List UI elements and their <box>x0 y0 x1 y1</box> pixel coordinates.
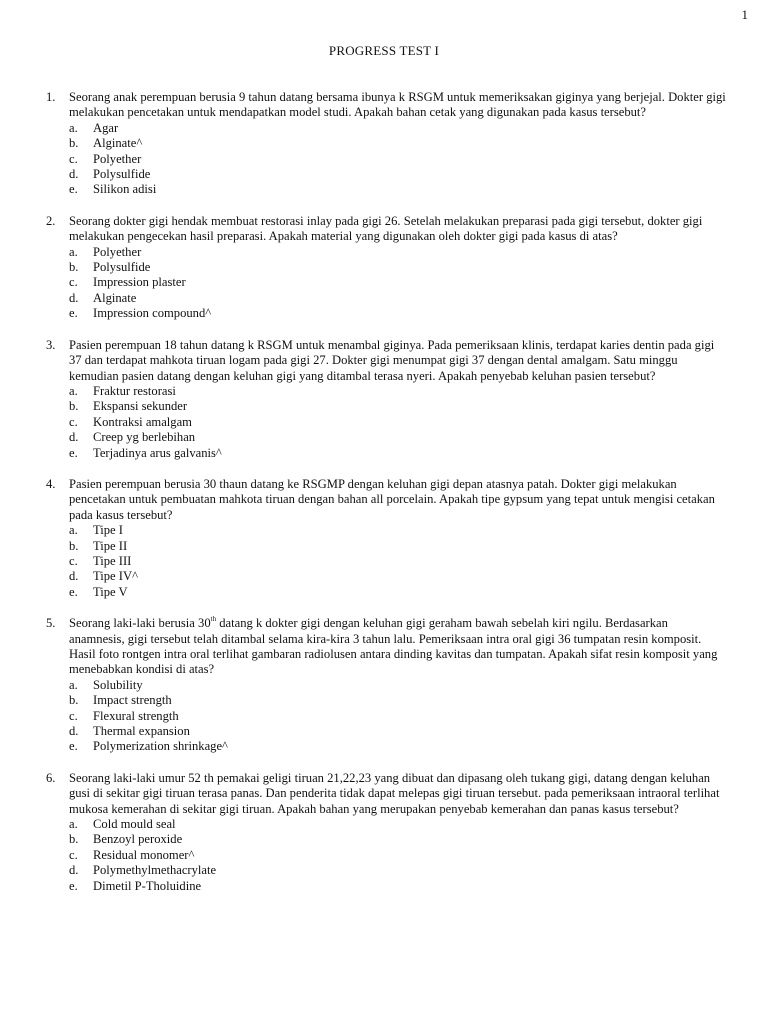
option-text: Polyether <box>93 244 142 259</box>
option-text: Kontraksi amalgam <box>93 414 192 429</box>
option-letter: b. <box>69 260 79 275</box>
option-letter: a. <box>69 523 78 538</box>
option-text: Cold mould seal <box>93 817 176 832</box>
question-1 <box>46 90 726 198</box>
question-text: Seorang anak perempuan berusia 9 tahun datang bersama ibunya k RSGM untuk memeriksakan giginya yang berjejal. Dokter gigi melakukan pencetakan untuk mendapatkan model studi. Apakah bahan cetak yang digunakan pada kasus tersebut? <box>69 90 726 120</box>
question-text: Seorang laki-laki umur 52 th pemakai geligi tiruan 21,22,23 yang dibuat dan dipasang oleh tukang gigi, datang dengan keluhan gusi di sekitar gigi tiruan terasa panas. Dan penderita tidak dapat melepas gigi tiruan tersebut. pada pemeriksaan intraoral terlihat mukosa kemerahan di sekitar gigi tiruan. Apakah bahan yang merupakan penyebab kemerahan dan panas kasus tersebut? <box>69 770 720 816</box>
option-text: Tipe IV^ <box>93 569 138 584</box>
option-list <box>69 817 726 894</box>
option-text: Impression plaster <box>93 275 186 290</box>
option-letter: a. <box>69 817 78 832</box>
option-letter: b. <box>69 832 79 847</box>
option-d <box>69 167 726 182</box>
option-text: Terjadinya arus galvanis^ <box>93 445 222 460</box>
page-title: PROGRESS TEST I <box>328 43 440 58</box>
option-text: Polyether <box>93 151 142 166</box>
option-e <box>69 739 726 754</box>
question-2 <box>46 214 726 322</box>
option-text: Tipe V <box>93 584 128 599</box>
option-list <box>69 121 726 198</box>
option-a <box>69 523 726 538</box>
question-number: 3. <box>46 337 56 352</box>
question-text: Pasien perempuan 18 tahun datang k RSGM untuk menambal giginya. Pada pemeriksaan klinis, terdapat karies dentin pada gigi 37 dan terdapat mahkota tiruan logam pada gigi 27. Dokter gigi menumpat gigi 37 dengan dental amalgam. Satu minggu kemudian pasien datang dengan keluhan gigi yang ditambal terasa nyeri. Apakah penyebab keluhan pasien tersebut? <box>69 337 715 383</box>
option-e <box>69 306 726 321</box>
option-letter: a. <box>69 383 78 398</box>
option-c <box>69 152 726 167</box>
option-a <box>69 384 726 399</box>
option-letter: e. <box>69 584 78 599</box>
option-letter: d. <box>69 290 79 305</box>
option-letter: e. <box>69 445 78 460</box>
option-text: Agar <box>93 120 119 135</box>
option-letter: a. <box>69 677 78 692</box>
option-b <box>69 260 726 275</box>
question-4 <box>46 477 726 600</box>
option-text: Thermal expansion <box>93 724 190 739</box>
question-6 <box>46 771 726 894</box>
option-letter: d. <box>69 724 79 739</box>
option-c <box>69 554 726 569</box>
option-letter: b. <box>69 538 79 553</box>
option-letter: e. <box>69 739 78 754</box>
option-a <box>69 121 726 136</box>
question-list <box>46 90 726 910</box>
question-number: 4. <box>46 476 56 491</box>
option-list <box>69 678 726 755</box>
option-text: Tipe II <box>93 538 128 553</box>
option-d <box>69 724 726 739</box>
option-letter: c. <box>69 414 78 429</box>
option-text: Polymethylmethacrylate <box>93 863 217 878</box>
option-text: Alginate^ <box>93 136 143 151</box>
option-b <box>69 539 726 554</box>
question-5 <box>46 616 726 755</box>
page-number: 1 <box>741 7 748 22</box>
option-list <box>69 523 726 600</box>
option-text: Polysulfide <box>93 260 151 275</box>
option-text: Ekspansi sekunder <box>93 399 188 414</box>
option-text: Polymerization shrinkage^ <box>93 739 228 754</box>
option-letter: a. <box>69 244 78 259</box>
option-text: Silikon adisi <box>93 182 157 197</box>
option-letter: c. <box>69 151 78 166</box>
option-text: Benzoyl peroxide <box>93 832 183 847</box>
question-number: 2. <box>46 213 56 228</box>
option-text: Polysulfide <box>93 167 151 182</box>
question-3 <box>46 338 726 461</box>
option-e <box>69 879 726 894</box>
question-text-start: Seorang laki-laki berusia 30 <box>69 616 211 631</box>
question-number: 5. <box>46 616 56 631</box>
option-d <box>69 291 726 306</box>
option-b <box>69 693 726 708</box>
option-b <box>69 136 726 151</box>
option-text: Impression compound^ <box>93 306 212 321</box>
option-text: Residual monomer^ <box>93 847 195 862</box>
option-text: Tipe I <box>93 523 123 538</box>
option-text: Impact strength <box>93 693 172 708</box>
option-e <box>69 446 726 461</box>
option-d <box>69 863 726 878</box>
option-letter: e. <box>69 182 78 197</box>
option-b <box>69 832 726 847</box>
question-number: 6. <box>46 770 56 785</box>
ordinal-superscript: th <box>210 615 217 623</box>
option-b <box>69 399 726 414</box>
option-text: Dimetil P-Tholuidine <box>93 878 202 893</box>
option-letter: b. <box>69 399 79 414</box>
option-letter: e. <box>69 306 78 321</box>
option-letter: b. <box>69 693 79 708</box>
option-letter: d. <box>69 569 79 584</box>
option-list <box>69 384 726 461</box>
option-letter: c. <box>69 553 78 568</box>
question-text-rest: datang k dokter gigi dengan keluhan gigi geraham bawah sebelah kiri ngilu. Berdasarkan anamnesis, gigi tersebut telah ditambal selama kira-kira 3 tahun lalu. Pemeriksaan intra oral gigi 36 tumpatan resin komposit. Hasil foto rontgen intra oral terlihat gambaran radiolusen antara dinding kavitas dan tumpatan. Apakah sifat resin komposit yang menebabkan kondisi di atas? <box>69 616 718 677</box>
option-c <box>69 848 726 863</box>
option-text: Alginate <box>93 290 137 305</box>
option-e <box>69 182 726 197</box>
option-c <box>69 415 726 430</box>
option-a <box>69 678 726 693</box>
option-letter: e. <box>69 878 78 893</box>
option-c <box>69 709 726 724</box>
option-text: Fraktur restorasi <box>93 383 176 398</box>
option-letter: d. <box>69 167 79 182</box>
option-text: Solubility <box>93 677 143 692</box>
option-a <box>69 245 726 260</box>
option-letter: c. <box>69 275 78 290</box>
option-a <box>69 817 726 832</box>
option-letter: d. <box>69 430 79 445</box>
option-d <box>69 430 726 445</box>
option-letter: c. <box>69 847 78 862</box>
option-text: Creep yg berlebihan <box>93 430 196 445</box>
option-text: Flexural strength <box>93 708 179 723</box>
option-letter: b. <box>69 136 79 151</box>
question-text <box>69 616 726 678</box>
question-text: Pasien perempuan berusia 30 thaun datang ke RSGMP dengan keluhan gigi depan atasnya patah. Dokter gigi melakukan pencetakan untuk pembuatan mahkota tiruan dengan bahan all porcelain. Apakah tipe gypsum yang tepat untuk mengisi cetakan pada kasus tersebut? <box>69 476 715 522</box>
option-letter: a. <box>69 120 78 135</box>
option-text: Tipe III <box>93 553 132 568</box>
option-letter: c. <box>69 708 78 723</box>
option-letter: d. <box>69 863 79 878</box>
option-e <box>69 585 726 600</box>
option-d <box>69 569 726 584</box>
question-text: Seorang dokter gigi hendak membuat restorasi inlay pada gigi 26. Setelah melakukan preparasi pada gigi tersebut, dokter gigi melakukan pengecekan hasil preparasi. Apakah material yang digunakan oleh dokter gigi pada kasus di atas? <box>69 213 703 244</box>
option-list <box>69 245 726 322</box>
question-number: 1. <box>46 90 56 104</box>
option-c <box>69 275 726 290</box>
